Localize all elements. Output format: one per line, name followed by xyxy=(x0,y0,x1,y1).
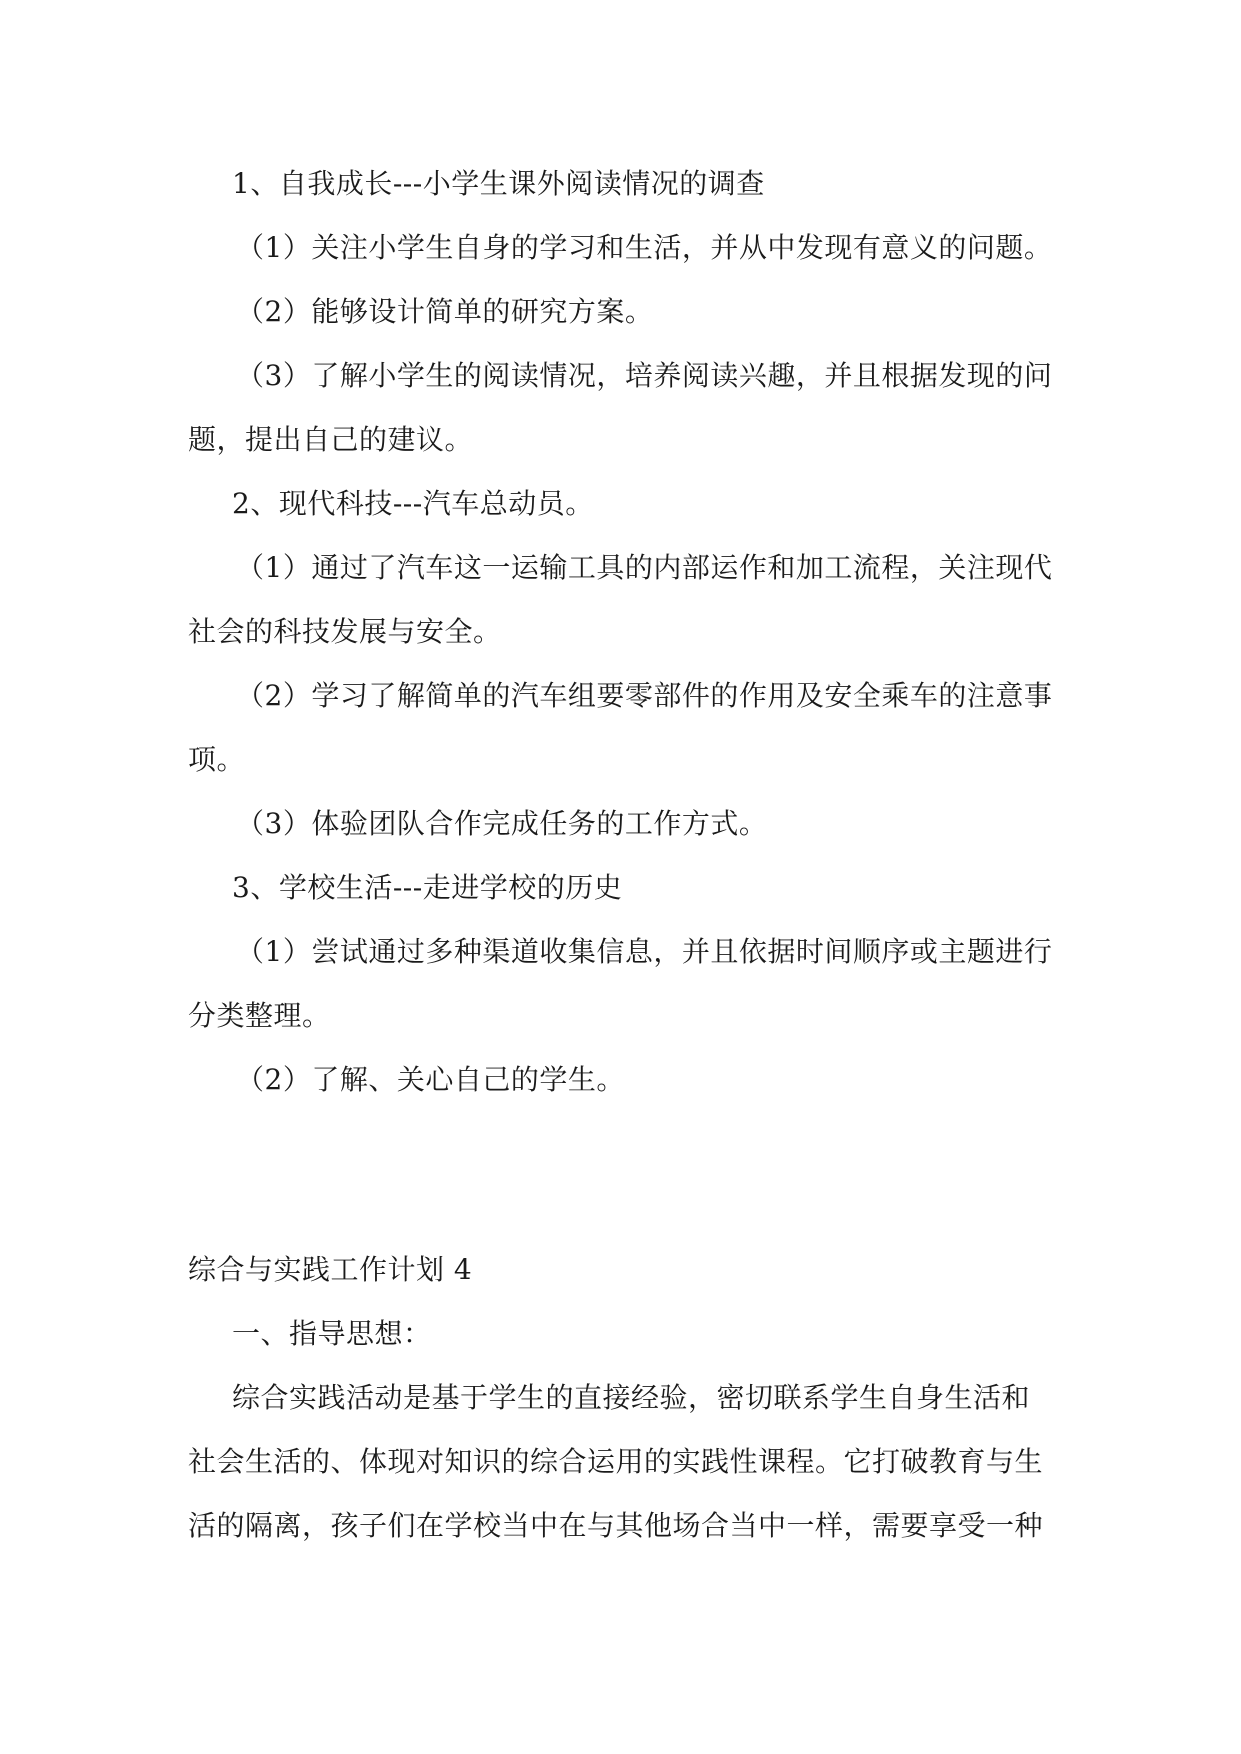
document-title: 综合与实践工作计划 4 xyxy=(188,1253,473,1286)
paragraph-line: 分类整理。 xyxy=(188,999,331,1032)
section-heading-1: 1、自我成长---小学生课外阅读情况的调查 xyxy=(232,167,765,200)
paragraph-line: （1）尝试通过多种渠道收集信息，并且依据时间顺序或主题进行 xyxy=(236,935,1053,968)
paragraph-line: 社会生活的、体现对知识的综合运用的实践性课程。它打破教育与生 xyxy=(188,1445,1044,1478)
section-heading-3: 3、学校生活---走进学校的历史 xyxy=(232,871,623,904)
paragraph-line: （2）了解、关心自己的学生。 xyxy=(236,1063,625,1096)
section-heading: 一、指导思想： xyxy=(232,1317,432,1350)
paragraph-line: （1）通过了汽车这一运输工具的内部运作和加工流程，关注现代 xyxy=(236,551,1053,584)
paragraph-line: 社会的科技发展与安全。 xyxy=(188,615,502,648)
section-heading-2: 2、现代科技---汽车总动员。 xyxy=(232,487,594,520)
paragraph-line: （2）能够设计简单的研究方案。 xyxy=(236,295,654,328)
paragraph-line: （2）学习了解简单的汽车组要零部件的作用及安全乘车的注意事 xyxy=(236,679,1053,712)
paragraph-line: （3）了解小学生的阅读情况，培养阅读兴趣，并且根据发现的问 xyxy=(236,359,1053,392)
paragraph-line: 活的隔离，孩子们在学校当中在与其他场合当中一样，需要享受一种 xyxy=(188,1509,1044,1542)
paragraph-line: （3）体验团队合作完成任务的工作方式。 xyxy=(236,807,768,840)
paragraph-line: （1）关注小学生自身的学习和生活，并从中发现有意义的问题。 xyxy=(236,231,1053,264)
paragraph-line: 项。 xyxy=(188,743,246,776)
paragraph-line: 综合实践活动是基于学生的直接经验，密切联系学生自身生活和 xyxy=(232,1381,1031,1414)
paragraph-line: 题，提出自己的建议。 xyxy=(188,423,474,456)
